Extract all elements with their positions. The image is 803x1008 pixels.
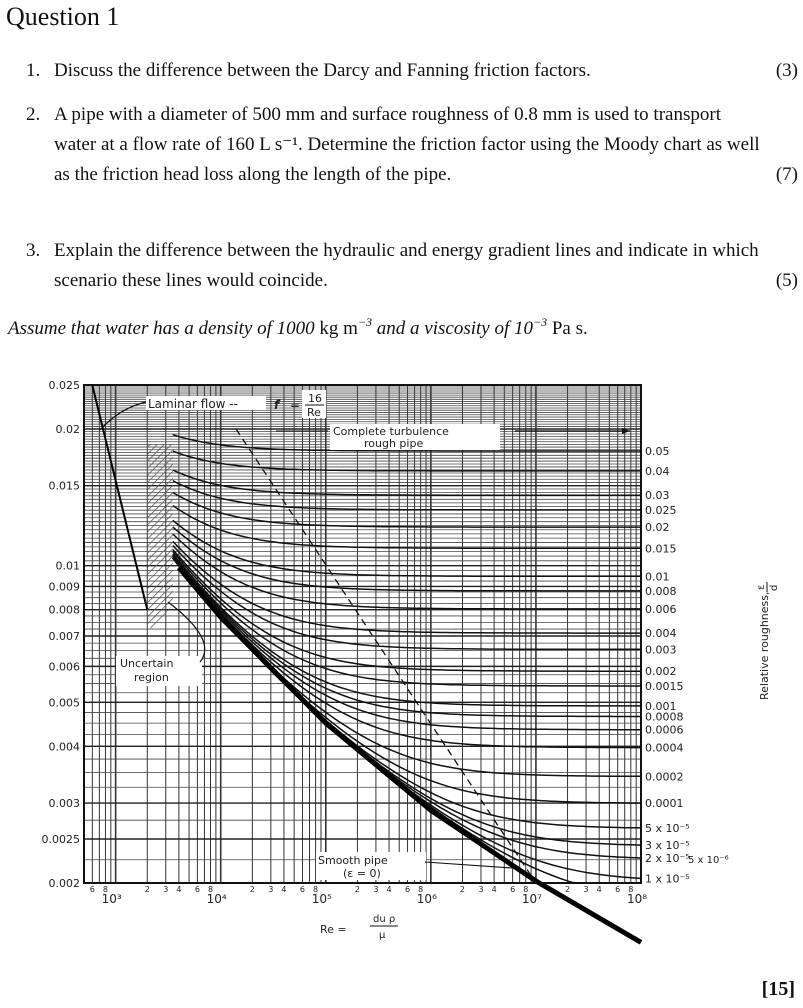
svg-text:0.01: 0.01 <box>55 559 80 573</box>
svg-text:2 x 10⁻⁵: 2 x 10⁻⁵ <box>645 851 690 865</box>
svg-text:2: 2 <box>565 885 571 894</box>
svg-text:2: 2 <box>249 885 255 894</box>
svg-text:Complete turbulence: Complete turbulence <box>333 425 449 438</box>
question-marks: (7) <box>775 164 798 185</box>
total-marks: [15] <box>761 978 795 1000</box>
svg-text:0.009: 0.009 <box>48 580 80 594</box>
svg-text:0.0015: 0.0015 <box>645 679 684 693</box>
svg-text:3 x 10⁻⁵: 3 x 10⁻⁵ <box>645 839 690 853</box>
svg-text:rough pipe: rough pipe <box>364 437 424 450</box>
svg-text:du ρ: du ρ <box>373 914 396 925</box>
svg-text:0.004: 0.004 <box>645 627 677 641</box>
svg-text:0.002: 0.002 <box>645 665 677 679</box>
svg-text:8: 8 <box>523 885 529 894</box>
svg-text:3: 3 <box>268 885 274 894</box>
svg-text:μ: μ <box>379 930 386 941</box>
svg-text:4: 4 <box>281 885 287 894</box>
svg-text:8: 8 <box>418 885 424 894</box>
svg-text:8: 8 <box>207 885 214 894</box>
svg-text:2: 2 <box>144 885 150 894</box>
svg-text:8: 8 <box>313 885 319 894</box>
svg-text:2: 2 <box>354 885 360 894</box>
y-axis-labels <box>42 379 81 890</box>
svg-text:4: 4 <box>176 885 182 894</box>
svg-text:0.02: 0.02 <box>55 422 80 436</box>
svg-text:0.003: 0.003 <box>645 643 677 657</box>
svg-text:0.01: 0.01 <box>645 570 670 584</box>
svg-text:Smooth pipe: Smooth pipe <box>318 854 388 867</box>
svg-text:0.02: 0.02 <box>645 521 670 535</box>
svg-text:0.0002: 0.0002 <box>645 770 684 784</box>
svg-text:0.007: 0.007 <box>48 629 80 643</box>
question-text: Explain the difference between the hydraulic and energy gradient lines and indicate in which scenario these lines would coincide. <box>54 240 759 291</box>
svg-text:ε: ε <box>756 584 767 590</box>
svg-text:6: 6 <box>194 885 200 894</box>
assumption-note: Assume that water has a density of 1000 kg $m^{-3}$ and a viscosity of $10^{-3}$ Pa s. <box>8 315 588 339</box>
svg-text:0.05: 0.05 <box>645 445 670 459</box>
svg-text:d: d <box>769 584 780 591</box>
svg-text:6: 6 <box>89 885 95 894</box>
svg-text:4: 4 <box>596 885 602 894</box>
svg-text:0.004: 0.004 <box>48 740 80 754</box>
svg-text:region: region <box>134 671 169 684</box>
svg-text:0.005: 0.005 <box>48 696 80 710</box>
roughness-labels <box>645 445 729 885</box>
svg-text:5 x 10⁻⁵: 5 x 10⁻⁵ <box>645 821 690 835</box>
roughness-curves <box>173 435 641 883</box>
svg-text:10⁵: 10⁵ <box>311 892 332 906</box>
question-marks: (5) <box>775 270 798 291</box>
svg-text:Re =: Re = <box>320 923 347 936</box>
page-title: Question 1 <box>6 2 120 31</box>
svg-text:Uncertain: Uncertain <box>120 657 174 670</box>
svg-text:6: 6 <box>615 885 621 894</box>
svg-text:3: 3 <box>583 885 589 894</box>
svg-text:1 x 10⁻⁵: 1 x 10⁻⁵ <box>645 872 690 886</box>
complete-turbulence-boundary <box>236 429 536 883</box>
svg-text:0.015: 0.015 <box>645 542 677 556</box>
svg-text:Re: Re <box>307 406 321 419</box>
svg-text:Laminar flow --: Laminar flow -- <box>148 397 238 411</box>
svg-text:4: 4 <box>491 885 497 894</box>
svg-text:16: 16 <box>308 392 322 405</box>
svg-text:10⁴: 10⁴ <box>206 892 227 906</box>
svg-text:0.003: 0.003 <box>48 797 80 811</box>
question-number: 3. <box>26 240 41 261</box>
svg-text:3: 3 <box>478 885 484 894</box>
question-marks: (3) <box>775 60 798 81</box>
svg-text:10⁸: 10⁸ <box>626 892 648 906</box>
svg-text:(ε = 0): (ε = 0) <box>343 867 381 880</box>
svg-text:8: 8 <box>102 885 108 894</box>
svg-text:6: 6 <box>404 885 411 894</box>
svg-text:10³: 10³ <box>101 892 122 906</box>
svg-text:0.001: 0.001 <box>645 699 677 713</box>
svg-text:0.0006: 0.0006 <box>645 723 684 737</box>
x-axis-title <box>320 914 398 941</box>
svg-text:0.0004: 0.0004 <box>645 741 684 755</box>
svg-text:0.015: 0.015 <box>48 479 80 493</box>
svg-text:0.0001: 0.0001 <box>645 797 684 811</box>
svg-text:0.025: 0.025 <box>48 379 80 392</box>
svg-text:0.006: 0.006 <box>48 660 80 674</box>
svg-text:0.04: 0.04 <box>645 464 670 478</box>
svg-text:6: 6 <box>510 885 516 894</box>
svg-text:Relative roughness,: Relative roughness, <box>758 591 771 700</box>
svg-text:10⁶: 10⁶ <box>416 892 437 906</box>
svg-text:=: = <box>290 398 301 412</box>
svg-text:0.008: 0.008 <box>645 584 677 598</box>
svg-text:4: 4 <box>386 885 392 894</box>
svg-text:0.025: 0.025 <box>645 503 677 517</box>
svg-text:0.002: 0.002 <box>48 877 80 890</box>
svg-text:0.006: 0.006 <box>645 602 677 616</box>
svg-text:6: 6 <box>299 885 306 894</box>
chart-annotations <box>100 390 630 880</box>
svg-text:0.03: 0.03 <box>645 489 670 503</box>
svg-text:10⁷: 10⁷ <box>521 892 542 906</box>
svg-text:5 x 10⁻⁶: 5 x 10⁻⁶ <box>688 855 729 866</box>
svg-text:0.008: 0.008 <box>48 603 80 617</box>
svg-text:2: 2 <box>459 885 466 894</box>
question-text: A pipe with a diameter of 500 mm and surface roughness of 0.8 mm is used to transport water at a flow rate of 160 L s⁻¹. Determine the friction factor using the Moody chart as well as the friction head loss along the length of the pipe. <box>54 104 760 185</box>
svg-text:8: 8 <box>628 885 634 894</box>
svg-text:0.0008: 0.0008 <box>645 710 684 724</box>
question-number: 1. <box>26 60 41 81</box>
svg-text:3: 3 <box>373 885 379 894</box>
question-text: Discuss the difference between the Darcy and Fanning friction factors. <box>54 60 591 81</box>
svg-text:3: 3 <box>163 885 169 894</box>
right-axis-title <box>756 582 780 700</box>
svg-text:f: f <box>274 398 280 412</box>
question-number: 2. <box>26 104 41 125</box>
svg-text:0.0025: 0.0025 <box>41 833 80 847</box>
